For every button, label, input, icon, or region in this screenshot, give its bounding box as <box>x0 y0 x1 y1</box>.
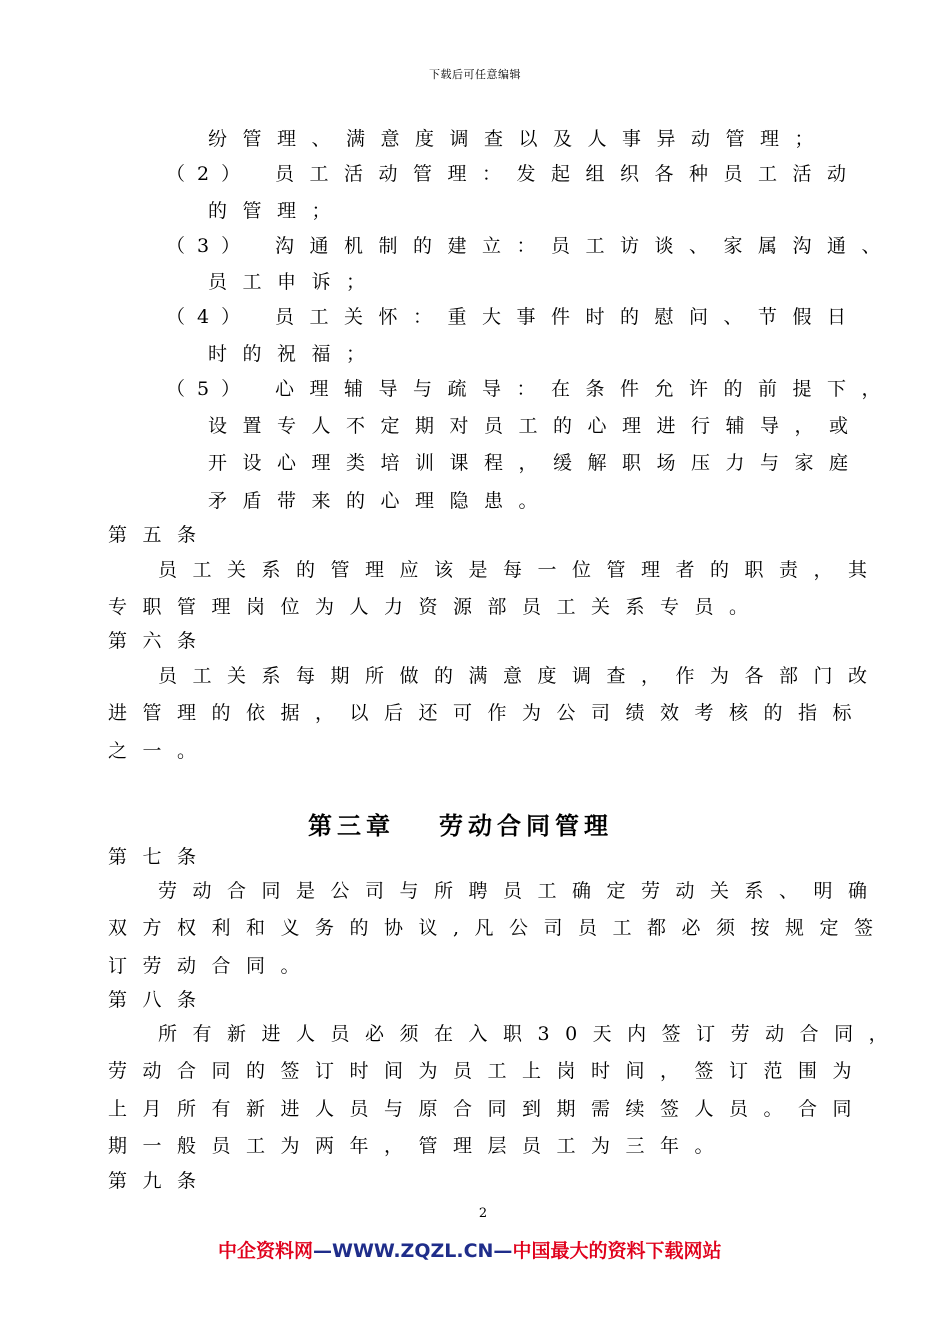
text-line: 时的祝福； <box>208 343 381 365</box>
text-line: 订劳动合同。 <box>108 955 316 977</box>
text-line: 的管理； <box>208 200 347 222</box>
footer-slogan: 中国最大的资料下载网站 <box>512 1240 722 1262</box>
article-heading: 第八条 <box>108 989 212 1011</box>
text-line: 员工关系的管理应该是每一位管理者的职责，其 <box>158 559 883 581</box>
text-line: 员工关系每期所做的满意度调查，作为各部门改 <box>158 665 883 687</box>
text-line: 员工关怀：重大事件时的慰问、节假日 <box>275 306 862 328</box>
page-number: 2 <box>478 1206 488 1221</box>
text-line: 纷管理、满意度调查以及人事异动管理； <box>208 128 830 150</box>
text-line: 期一般员工为两年，管理层员工为三年。 <box>108 1135 730 1157</box>
text-line: 之一。 <box>108 740 212 762</box>
chapter-number: 第三章 <box>308 811 395 840</box>
footer-site-name: 中企资料网 <box>218 1240 314 1262</box>
text-line: 开设心理类培训课程，缓解职场压力与家庭 <box>208 452 864 474</box>
text-line: 劳动合同的签订时间为员工上岗时间，签订范围为 <box>108 1060 868 1082</box>
text-line: 矛盾带来的心理隐患。 <box>208 490 554 512</box>
article-heading: 第六条 <box>108 630 212 652</box>
text-line: 心理辅导与疏导：在条件允许的前提下， <box>275 378 897 400</box>
text-line: 进管理的依据，以后还可作为公司绩效考核的指标 <box>108 702 868 724</box>
article-heading: 第五条 <box>108 524 212 546</box>
item-number: （2） <box>166 163 253 185</box>
item-number: （4） <box>166 306 253 328</box>
footer-banner <box>218 1236 721 1263</box>
text-line: 双方权利和义务的协议,凡公司员工都必须按规定签 <box>108 917 889 939</box>
chapter-title: 劳动合同管理 <box>439 811 613 840</box>
text-line: 上月所有新进人员与原合同到期需续签人员。合同 <box>108 1098 868 1120</box>
footer-site-url[interactable]: —WWW.ZQZL.CN— <box>313 1240 513 1262</box>
item-number: （5） <box>166 378 253 400</box>
text-line: 劳动合同是公司与所聘员工确定劳动关系、明确 <box>158 880 883 902</box>
page-header-note: 下载后可任意编辑 <box>429 68 521 81</box>
text-line: 员工活动管理：发起组织各种员工活动 <box>275 163 862 185</box>
chapter-heading <box>308 806 613 841</box>
text-line: 所有新进人员必须在入职30天内签订劳动合同， <box>158 1023 904 1045</box>
text-line: 设置专人不定期对员工的心理进行辅导，或 <box>208 415 864 437</box>
article-heading: 第七条 <box>108 846 212 868</box>
text-line: 专职管理岗位为人力资源部员工关系专员。 <box>108 596 764 618</box>
text-line: 员工申诉； <box>208 271 381 293</box>
item-number: （3） <box>166 235 253 257</box>
article-heading: 第九条 <box>108 1170 212 1192</box>
text-line: 沟通机制的建立：员工访谈、家属沟通、 <box>275 235 897 257</box>
